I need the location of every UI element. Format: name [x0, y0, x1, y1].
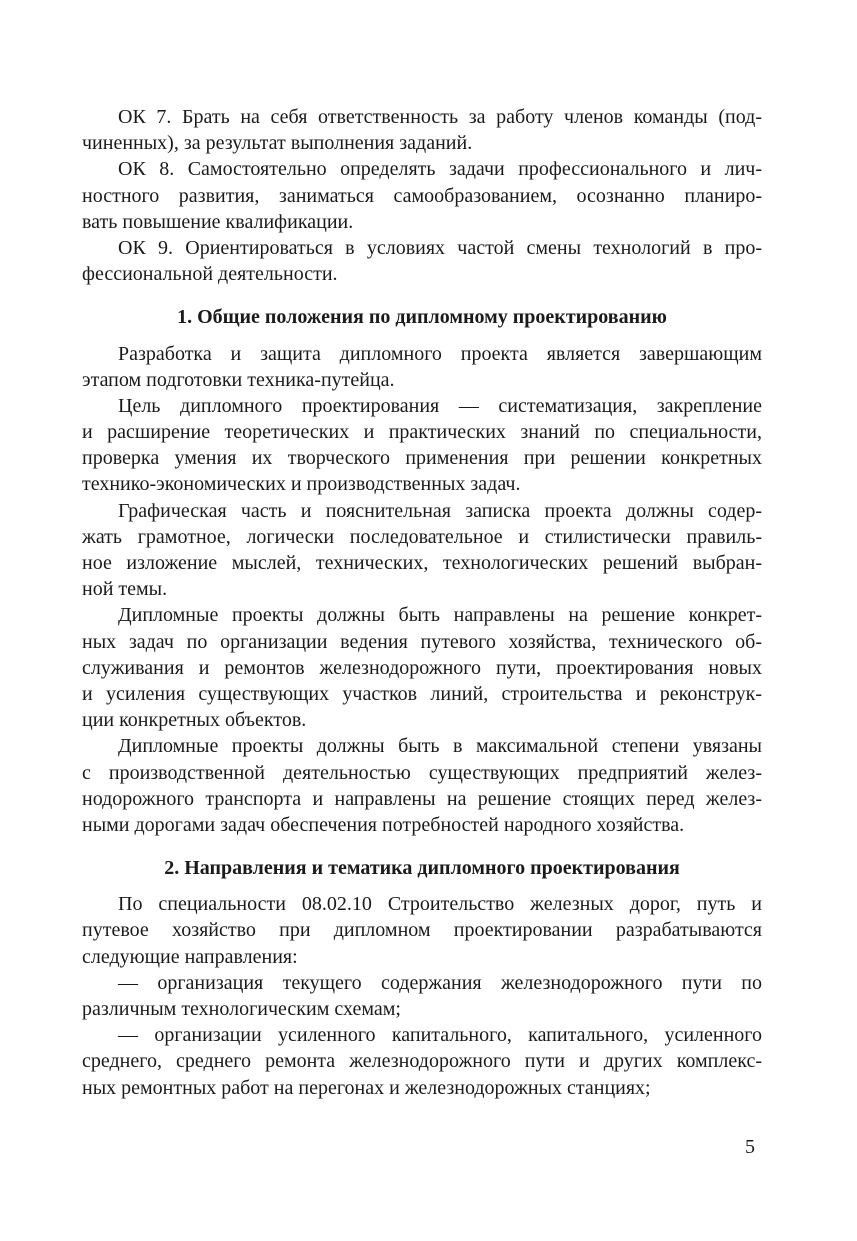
text-line: Цель дипломного проектирования — систематизация, закрепление	[118, 394, 762, 417]
text-line: путевое хозяйство при дипломном проектировании разрабатываются	[82, 919, 762, 942]
text-line: ных задач по организации ведения путевого хозяйства, технического об-	[82, 630, 762, 653]
paragraph	[82, 393, 762, 498]
text-line: ОК 7. Брать на себя ответственность за работу членов команды (под-	[118, 106, 762, 128]
paragraph	[82, 341, 762, 393]
text-line: ностного развития, заниматься самообразованием, осознанно планиро-	[82, 184, 762, 207]
paragraph	[82, 1022, 762, 1101]
paragraph	[82, 970, 762, 1022]
text-line: различным технологическим схемам;	[82, 998, 401, 1020]
text-line: Графическая часть и пояснительная записка проекта должны содер-	[118, 499, 762, 522]
text-line: этапом подготовки техника-путейца.	[82, 368, 395, 391]
paragraph	[82, 498, 762, 603]
text-line: среднего, среднего ремонта железнодорожного пути и других комплекс-	[82, 1050, 762, 1073]
paragraph	[82, 602, 762, 733]
text-line: ной темы.	[82, 578, 168, 601]
text-line: ОК 8. Самостоятельно определять задачи профессионального и лич-	[118, 158, 762, 181]
text-line: Дипломные проекты должны быть направлены на решение конкрет-	[118, 604, 762, 627]
paragraph	[82, 104, 762, 156]
text-line: ными дорогами задач обеспечения потребностей народного хозяйства.	[82, 813, 685, 836]
section-heading: 1. Общие положения по дипломному проектированию	[177, 306, 667, 329]
text-line: служивания и ремонтов железнодорожного пути, проектирования новых	[82, 656, 762, 679]
paragraph	[82, 235, 762, 287]
text-line: ных ремонтных работ на перегонах и железнодорожных станциях;	[82, 1076, 651, 1099]
text-line: ОК 9. Ориентироваться в условиях частой смены технологий в про-	[118, 236, 762, 259]
text-line: Разработка и защита дипломного проекта является завершающим	[118, 342, 762, 365]
text-line: и усиления существующих участков линий, строительства и реконструк-	[82, 682, 762, 705]
text-line: проверка умения их творческого применения при решении конкретных	[82, 447, 762, 470]
text-line: следующие направления:	[82, 945, 298, 968]
paragraph	[82, 733, 762, 838]
page-body	[82, 104, 762, 1101]
text-line: с производственной деятельностью существующих предприятий желез-	[82, 761, 762, 784]
text-line: По специальности 08.02.10 Строительство железных дорог, путь и	[118, 893, 762, 916]
text-line: — организация текущего содержания железнодорожного пути по	[118, 971, 762, 994]
text-line: технико-экономических и производственных задач.	[82, 473, 521, 496]
text-line: — организации усиленного капитального, капитального, усиленного	[118, 1024, 762, 1047]
paragraph	[82, 156, 762, 235]
text-line: вать повышение квалификации.	[82, 210, 354, 233]
paragraph	[82, 891, 762, 970]
text-line: ции конкретных объектов.	[82, 709, 307, 732]
text-line: жать грамотное, логически последовательное и стилистически правиль-	[82, 525, 762, 548]
text-line: фессиональной деятельности.	[82, 263, 338, 286]
text-line: ное изложение мыслей, технических, технологических решений выбран-	[82, 552, 762, 574]
page-number: 5	[745, 1136, 755, 1158]
text-line: и расширение теоретических и практических знаний по специальности,	[82, 421, 762, 444]
text-line: нодорожного транспорта и направлены на решение стоящих перед желез-	[82, 787, 762, 810]
text-line: Дипломные проекты должны быть в максимальной степени увязаны	[118, 735, 762, 758]
section-heading: 2. Направления и тематика дипломного проектирования	[164, 857, 680, 880]
text-line: чиненных), за результат выполнения заданий.	[82, 132, 473, 155]
